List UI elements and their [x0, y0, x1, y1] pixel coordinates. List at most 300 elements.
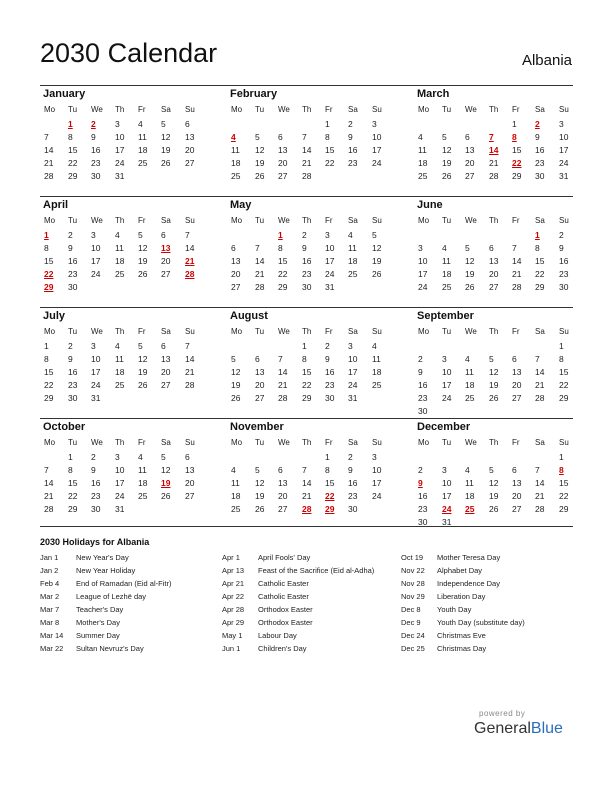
holiday-name: Christmas Day — [437, 644, 487, 653]
holiday-item — [40, 644, 171, 657]
day-cell: 5 — [372, 230, 377, 240]
day-cell: 21 — [278, 380, 288, 390]
day-cell: 8 — [535, 243, 540, 253]
day-cell: 24 — [372, 491, 382, 501]
day-cell: 19 — [138, 256, 148, 266]
day-cell: 23 — [325, 380, 335, 390]
day-cell: 1 — [512, 119, 517, 129]
day-cell: 2 — [348, 119, 353, 129]
day-cell: 2 — [325, 341, 330, 351]
day-cell: 21 — [44, 491, 54, 501]
day-cell: 28 — [278, 393, 288, 403]
day-cell: 12 — [442, 145, 452, 155]
day-cell: 5 — [465, 243, 470, 253]
day-cell: 19 — [489, 491, 499, 501]
weekday-label: Fr — [138, 105, 146, 114]
day-cell: 27 — [278, 504, 288, 514]
weekday-label: Mo — [44, 438, 56, 447]
holiday-date: Mar 22 — [40, 644, 64, 653]
weekday-label: Sa — [535, 438, 545, 447]
day-cell: 11 — [231, 145, 240, 155]
day-cell: 23 — [418, 504, 428, 514]
day-cell: 24 — [372, 158, 382, 168]
holiday-date: Nov 28 — [401, 579, 425, 588]
day-cell: 11 — [138, 465, 147, 475]
holiday-date: Oct 19 — [401, 553, 424, 562]
weekday-label: We — [91, 438, 103, 447]
day-cell: 31 — [91, 393, 101, 403]
day-cell: 14 — [535, 367, 545, 377]
day-cell: 11 — [418, 145, 427, 155]
holidays-title: 2030 Holidays for Albania — [40, 537, 150, 547]
day-cell: 18 — [348, 256, 358, 266]
month-name: May — [230, 199, 252, 211]
day-cell: 17 — [91, 256, 101, 266]
day-cell: 15 — [559, 367, 569, 377]
weekday-label: Su — [372, 105, 382, 114]
day-cell: 30 — [325, 393, 335, 403]
holiday-date: Jan 2 — [40, 566, 59, 575]
day-cell: 22 — [44, 380, 54, 390]
day-cell: 23 — [68, 269, 78, 279]
day-cell: 26 — [489, 393, 499, 403]
holiday-item — [222, 631, 374, 644]
day-cell: 17 — [442, 380, 452, 390]
day-cell: 29 — [302, 393, 312, 403]
day-cell: 6 — [512, 354, 517, 364]
day-cell: 31 — [115, 171, 125, 181]
day-cell: 22 — [68, 491, 78, 501]
day-cell: 3 — [91, 230, 96, 240]
day-cell: 22 — [559, 491, 569, 501]
weekday-label: We — [278, 438, 290, 447]
weekday-label: Tu — [255, 327, 265, 336]
day-cell: 31 — [325, 282, 335, 292]
weekday-label: Fr — [325, 438, 333, 447]
day-cell: 29 — [68, 171, 78, 181]
day-cell: 17 — [372, 145, 382, 155]
weekday-label: Sa — [161, 105, 171, 114]
day-cell: 11 — [138, 132, 147, 142]
weekday-label: Sa — [535, 105, 545, 114]
holiday-date: Dec 24 — [401, 631, 425, 640]
holiday-name: Catholic Easter — [258, 579, 309, 588]
weekday-label: Mo — [44, 105, 56, 114]
holiday-item — [40, 566, 171, 579]
weekday-label: Th — [489, 327, 499, 336]
day-cell: 26 — [138, 269, 148, 279]
day-cell: 1 — [44, 341, 49, 351]
day-cell: 27 — [465, 171, 475, 181]
day-cell: 7 — [185, 341, 190, 351]
holiday-item — [222, 618, 374, 631]
day-cell: 10 — [372, 132, 382, 142]
holiday-item — [401, 566, 525, 579]
day-cell: 22 — [325, 158, 335, 168]
day-cell: 21 — [302, 491, 312, 501]
day-cell: 24 — [91, 380, 101, 390]
day-cell: 15 — [512, 145, 522, 155]
day-cell: 18 — [442, 269, 452, 279]
day-cell: 26 — [489, 504, 499, 514]
day-cell: 7 — [535, 354, 540, 364]
day-cell: 12 — [255, 145, 265, 155]
holiday-date: Apr 28 — [222, 605, 245, 614]
day-cell: 16 — [418, 491, 428, 501]
weekday-label: Fr — [512, 327, 520, 336]
day-cell: 27 — [255, 393, 265, 403]
day-cell: 27 — [161, 269, 171, 279]
day-cell: 26 — [161, 158, 171, 168]
day-cell: 6 — [161, 341, 166, 351]
day-cell: 15 — [325, 478, 335, 488]
day-cell: 8 — [278, 243, 283, 253]
day-cell: 21 — [535, 491, 545, 501]
day-cell: 19 — [138, 367, 148, 377]
weekday-label: Mo — [44, 327, 56, 336]
holiday-item — [222, 644, 374, 657]
day-cell: 1 — [559, 452, 564, 462]
day-cell: 17 — [115, 145, 125, 155]
day-cell: 20 — [185, 145, 195, 155]
day-cell: 27 — [278, 171, 288, 181]
day-cell: 18 — [138, 145, 148, 155]
day-cell: 24 — [418, 282, 428, 292]
day-cell: 10 — [418, 256, 428, 266]
day-cell: 8 — [559, 354, 564, 364]
day-cell: 5 — [255, 132, 260, 142]
holiday-item — [40, 618, 171, 631]
day-cell: 6 — [278, 132, 283, 142]
holiday-name: April Fools' Day — [258, 553, 311, 562]
day-cell: 14 — [535, 478, 545, 488]
day-cell: 12 — [161, 465, 171, 475]
day-cell: 26 — [255, 171, 265, 181]
holiday-item — [222, 605, 374, 618]
day-cell: 10 — [442, 478, 452, 488]
day-cell: 10 — [325, 243, 335, 253]
day-cell: 16 — [68, 256, 78, 266]
day-cell: 6 — [185, 452, 190, 462]
day-cell: 25 — [442, 282, 452, 292]
weekday-label: Mo — [418, 438, 430, 447]
day-cell: 3 — [115, 119, 120, 129]
holiday-date: Jan 1 — [40, 553, 59, 562]
weekday-label: Mo — [231, 327, 243, 336]
weekday-label: Mo — [44, 216, 56, 225]
day-cell: 5 — [489, 465, 494, 475]
day-cell: 13 — [512, 478, 522, 488]
day-cell: 23 — [535, 158, 545, 168]
day-cell: 3 — [91, 341, 96, 351]
day-cell: 25 — [418, 171, 428, 181]
day-cell: 10 — [442, 367, 452, 377]
holiday-day-cell: 29 — [44, 282, 54, 292]
day-cell: 30 — [68, 393, 78, 403]
holiday-name: Labour Day — [258, 631, 297, 640]
day-cell: 9 — [535, 132, 540, 142]
holiday-date: Apr 1 — [222, 553, 240, 562]
generalblue-logo[interactable] — [474, 720, 563, 738]
holiday-item — [40, 592, 171, 605]
day-cell: 29 — [512, 171, 522, 181]
day-cell: 15 — [535, 256, 545, 266]
day-cell: 11 — [465, 478, 474, 488]
day-cell: 27 — [512, 393, 522, 403]
day-cell: 8 — [68, 465, 73, 475]
weekday-label: Fr — [138, 216, 146, 225]
holiday-item — [401, 592, 525, 605]
weekday-label: Th — [302, 327, 312, 336]
day-cell: 17 — [559, 145, 569, 155]
holiday-item — [401, 618, 525, 631]
weekday-label: Sa — [348, 216, 358, 225]
holiday-item — [401, 644, 525, 657]
day-cell: 14 — [185, 243, 195, 253]
day-cell: 28 — [489, 171, 499, 181]
day-cell: 2 — [418, 465, 423, 475]
holiday-column-2 — [222, 553, 374, 657]
weekday-label: Sa — [161, 216, 171, 225]
day-cell: 15 — [44, 367, 54, 377]
weekday-label: Tu — [442, 327, 452, 336]
day-cell: 11 — [465, 367, 474, 377]
weekday-label: Su — [185, 105, 195, 114]
day-cell: 23 — [91, 491, 101, 501]
day-cell: 20 — [161, 367, 171, 377]
day-cell: 25 — [465, 393, 475, 403]
holiday-name: League of Lezhë day — [76, 592, 147, 601]
day-cell: 16 — [68, 367, 78, 377]
day-cell: 12 — [465, 256, 475, 266]
day-cell: 29 — [559, 393, 569, 403]
weekday-label: Sa — [348, 105, 358, 114]
day-cell: 20 — [489, 269, 499, 279]
day-cell: 3 — [442, 465, 447, 475]
day-cell: 23 — [302, 269, 312, 279]
weekday-label: Th — [115, 216, 125, 225]
day-cell: 3 — [372, 452, 377, 462]
day-cell: 3 — [442, 354, 447, 364]
weekday-label: Mo — [418, 327, 430, 336]
day-cell: 25 — [372, 380, 382, 390]
day-cell: 29 — [278, 282, 288, 292]
day-cell: 9 — [418, 367, 423, 377]
day-cell: 10 — [115, 465, 125, 475]
holiday-column-3 — [401, 553, 525, 657]
day-cell: 6 — [185, 119, 190, 129]
weekday-label: Su — [185, 327, 195, 336]
holiday-name: Mother's Day — [76, 618, 120, 627]
holiday-name: Liberation Day — [437, 592, 486, 601]
day-cell: 30 — [68, 282, 78, 292]
day-cell: 13 — [231, 256, 241, 266]
day-cell: 4 — [138, 119, 143, 129]
day-cell: 5 — [231, 354, 236, 364]
holiday-date: Mar 8 — [40, 618, 60, 627]
weekday-label: Tu — [442, 105, 452, 114]
holiday-item — [40, 579, 171, 592]
day-cell: 24 — [115, 491, 125, 501]
day-cell: 4 — [465, 354, 470, 364]
day-cell: 7 — [278, 354, 283, 364]
day-cell: 5 — [161, 119, 166, 129]
day-cell: 22 — [559, 380, 569, 390]
holiday-date: Dec 9 — [401, 618, 421, 627]
day-cell: 28 — [185, 380, 195, 390]
day-cell: 13 — [185, 465, 195, 475]
month-name: November — [230, 421, 284, 433]
holiday-day-cell: 28 — [185, 269, 195, 279]
day-cell: 3 — [348, 341, 353, 351]
day-cell: 23 — [418, 393, 428, 403]
day-cell: 25 — [231, 171, 241, 181]
weekday-label: We — [278, 216, 290, 225]
holiday-name: Feast of the Sacrifice (Eid al-Adha) — [258, 566, 375, 575]
weekday-label: Mo — [231, 216, 243, 225]
day-cell: 20 — [512, 491, 522, 501]
day-cell: 29 — [44, 393, 54, 403]
holiday-date: Apr 29 — [222, 618, 245, 627]
day-cell: 22 — [535, 269, 545, 279]
day-cell: 1 — [325, 452, 330, 462]
day-cell: 5 — [138, 230, 143, 240]
day-cell: 25 — [138, 491, 148, 501]
day-cell: 2 — [559, 230, 564, 240]
day-cell: 24 — [115, 158, 125, 168]
month-name: December — [417, 421, 471, 433]
day-cell: 11 — [442, 256, 451, 266]
day-cell: 15 — [278, 256, 288, 266]
day-cell: 18 — [115, 367, 125, 377]
day-cell: 31 — [115, 504, 125, 514]
day-cell: 19 — [465, 269, 475, 279]
weekday-label: Th — [489, 216, 499, 225]
day-cell: 19 — [231, 380, 241, 390]
holiday-day-cell: 8 — [559, 465, 564, 475]
day-cell: 18 — [372, 367, 382, 377]
month-name: February — [230, 88, 278, 100]
holiday-item — [222, 592, 374, 605]
day-cell: 26 — [138, 380, 148, 390]
weekday-label: Fr — [512, 105, 520, 114]
day-cell: 14 — [44, 478, 54, 488]
weekday-label: We — [465, 327, 477, 336]
day-cell: 16 — [535, 145, 545, 155]
month-name: July — [43, 310, 66, 322]
holiday-name: New Year's Day — [76, 553, 129, 562]
day-cell: 30 — [302, 282, 312, 292]
day-cell: 3 — [418, 243, 423, 253]
weekday-label: We — [465, 105, 477, 114]
calendar-row-3 — [40, 307, 573, 418]
day-cell: 18 — [465, 380, 475, 390]
day-cell: 2 — [418, 354, 423, 364]
day-cell: 9 — [348, 132, 353, 142]
day-cell: 8 — [302, 354, 307, 364]
day-cell: 13 — [255, 367, 265, 377]
day-cell: 21 — [489, 158, 499, 168]
holiday-day-cell: 1 — [44, 230, 49, 240]
holiday-date: Dec 25 — [401, 644, 425, 653]
day-cell: 20 — [465, 158, 475, 168]
day-cell: 10 — [372, 465, 382, 475]
holiday-column-1 — [40, 553, 171, 657]
weekday-label: Sa — [161, 327, 171, 336]
day-cell: 8 — [68, 132, 73, 142]
holiday-date: Apr 13 — [222, 566, 245, 575]
holiday-day-cell: 1 — [535, 230, 540, 240]
holiday-day-cell: 19 — [161, 478, 171, 488]
weekday-label: Fr — [138, 438, 146, 447]
day-cell: 18 — [231, 158, 241, 168]
day-cell: 18 — [418, 158, 428, 168]
holiday-item — [222, 566, 374, 579]
holiday-day-cell: 2 — [535, 119, 540, 129]
weekday-label: Sa — [348, 327, 358, 336]
day-cell: 13 — [185, 132, 195, 142]
holiday-day-cell: 8 — [512, 132, 517, 142]
day-cell: 24 — [442, 393, 452, 403]
month-name: September — [417, 310, 474, 322]
day-cell: 20 — [231, 269, 241, 279]
holiday-name: Christmas Eve — [437, 631, 486, 640]
day-cell: 30 — [91, 504, 101, 514]
day-cell: 27 — [185, 158, 195, 168]
day-cell: 7 — [302, 132, 307, 142]
day-cell: 4 — [348, 230, 353, 240]
day-cell: 20 — [278, 158, 288, 168]
day-cell: 6 — [231, 243, 236, 253]
day-cell: 6 — [465, 132, 470, 142]
holiday-date: Mar 7 — [40, 605, 60, 614]
day-cell: 7 — [185, 230, 190, 240]
weekday-label: Tu — [442, 438, 452, 447]
weekday-label: Su — [372, 327, 382, 336]
day-cell: 2 — [68, 341, 73, 351]
holiday-day-cell: 28 — [302, 504, 312, 514]
day-cell: 26 — [372, 269, 382, 279]
day-cell: 16 — [418, 380, 428, 390]
weekday-label: Th — [115, 105, 125, 114]
day-cell: 21 — [302, 158, 312, 168]
weekday-label: We — [465, 216, 477, 225]
weekday-label: Tu — [255, 105, 265, 114]
day-cell: 15 — [325, 145, 335, 155]
holiday-name: Alphabet Day — [437, 566, 483, 575]
weekday-label: Fr — [138, 327, 146, 336]
holiday-item — [40, 631, 171, 644]
day-cell: 30 — [418, 517, 428, 527]
holiday-name: Teacher's Day — [76, 605, 124, 614]
day-cell: 3 — [559, 119, 564, 129]
day-cell: 28 — [302, 171, 312, 181]
day-cell: 12 — [489, 367, 499, 377]
day-cell: 11 — [348, 243, 357, 253]
day-cell: 18 — [115, 256, 125, 266]
holiday-day-cell: 24 — [442, 504, 452, 514]
day-cell: 24 — [559, 158, 569, 168]
day-cell: 7 — [44, 465, 49, 475]
holiday-name: Independence Day — [437, 579, 500, 588]
day-cell: 19 — [161, 145, 171, 155]
day-cell: 25 — [231, 504, 241, 514]
day-cell: 22 — [278, 269, 288, 279]
day-cell: 14 — [185, 354, 195, 364]
day-cell: 14 — [278, 367, 288, 377]
day-cell: 25 — [348, 269, 358, 279]
day-cell: 25 — [115, 380, 125, 390]
